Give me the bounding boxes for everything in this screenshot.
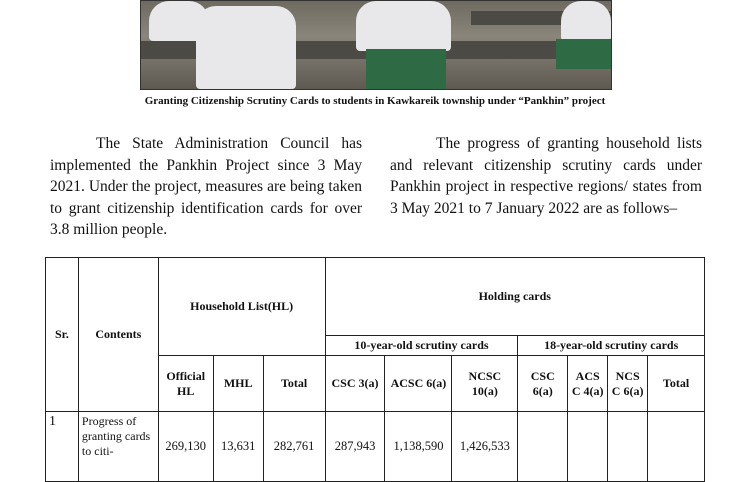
header-contents: Contents xyxy=(78,258,158,412)
header-mhl: MHL xyxy=(213,356,263,412)
table-row xyxy=(46,412,705,482)
header-10-year-cards: 10-year-old scrutiny cards xyxy=(325,336,518,356)
header-sr: Sr. xyxy=(46,258,79,412)
header-acsc-6a: ACSC 6(a) xyxy=(385,356,452,412)
cell-sr: 1 xyxy=(46,412,79,482)
students-photo xyxy=(140,0,612,90)
cell-csc-6a xyxy=(518,412,568,482)
cell-total: 282,761 xyxy=(263,412,325,482)
student-skirt xyxy=(366,49,446,89)
header-holding-cards: Holding cards xyxy=(325,258,704,336)
header-household-list: Household List(HL) xyxy=(158,258,325,356)
cell-official-hl: 269,130 xyxy=(158,412,213,482)
student-skirt xyxy=(556,39,611,69)
cell-ncsc-6a xyxy=(608,412,648,482)
household-list-table xyxy=(45,257,705,482)
cell-total-18 xyxy=(648,412,705,482)
cell-acsc-6a: 1,138,590 xyxy=(385,412,452,482)
photo-caption: Granting Citizenship Scrutiny Cards to students in Kawkareik township under “Pankhin” project xyxy=(144,95,606,107)
cell-mhl: 13,631 xyxy=(213,412,263,482)
paragraph-right: The progress of granting household lists and relevant citizenship scrutiny cards under Pankhin project in respective regions/ states from 3 May 2021 to 7 January 2022 are as follows– xyxy=(390,135,702,217)
paragraph-left: The State Administration Council has implemented the Pankhin Project since 3 May 2021. Under the project, measures are being taken to grant citizenship identification cards for over 3.8 million people. xyxy=(50,135,362,238)
header-official-hl: Official HL xyxy=(158,356,213,412)
header-csc-6a: CSC 6(a) xyxy=(518,356,568,412)
cell-ncsc-10a: 1,426,533 xyxy=(452,412,518,482)
header-csc-3a: CSC 3(a) xyxy=(325,356,385,412)
header-total-18: Total xyxy=(648,356,705,412)
header-18-year-cards: 18-year-old scrutiny cards xyxy=(518,336,705,356)
cell-contents: Progress of granting cards to citi- xyxy=(78,412,158,482)
student-figure xyxy=(561,1,611,41)
header-ncsc-6a: NCS C 6(a) xyxy=(608,356,648,412)
header-total: Total xyxy=(263,356,325,412)
header-ncsc-10a: NCSC 10(a) xyxy=(452,356,518,412)
cell-csc-3a: 287,943 xyxy=(325,412,385,482)
cell-acsc-4a xyxy=(568,412,608,482)
student-figure xyxy=(356,1,451,51)
header-acsc-4a: ACS C 4(a) xyxy=(568,356,608,412)
student-figure xyxy=(196,6,296,89)
